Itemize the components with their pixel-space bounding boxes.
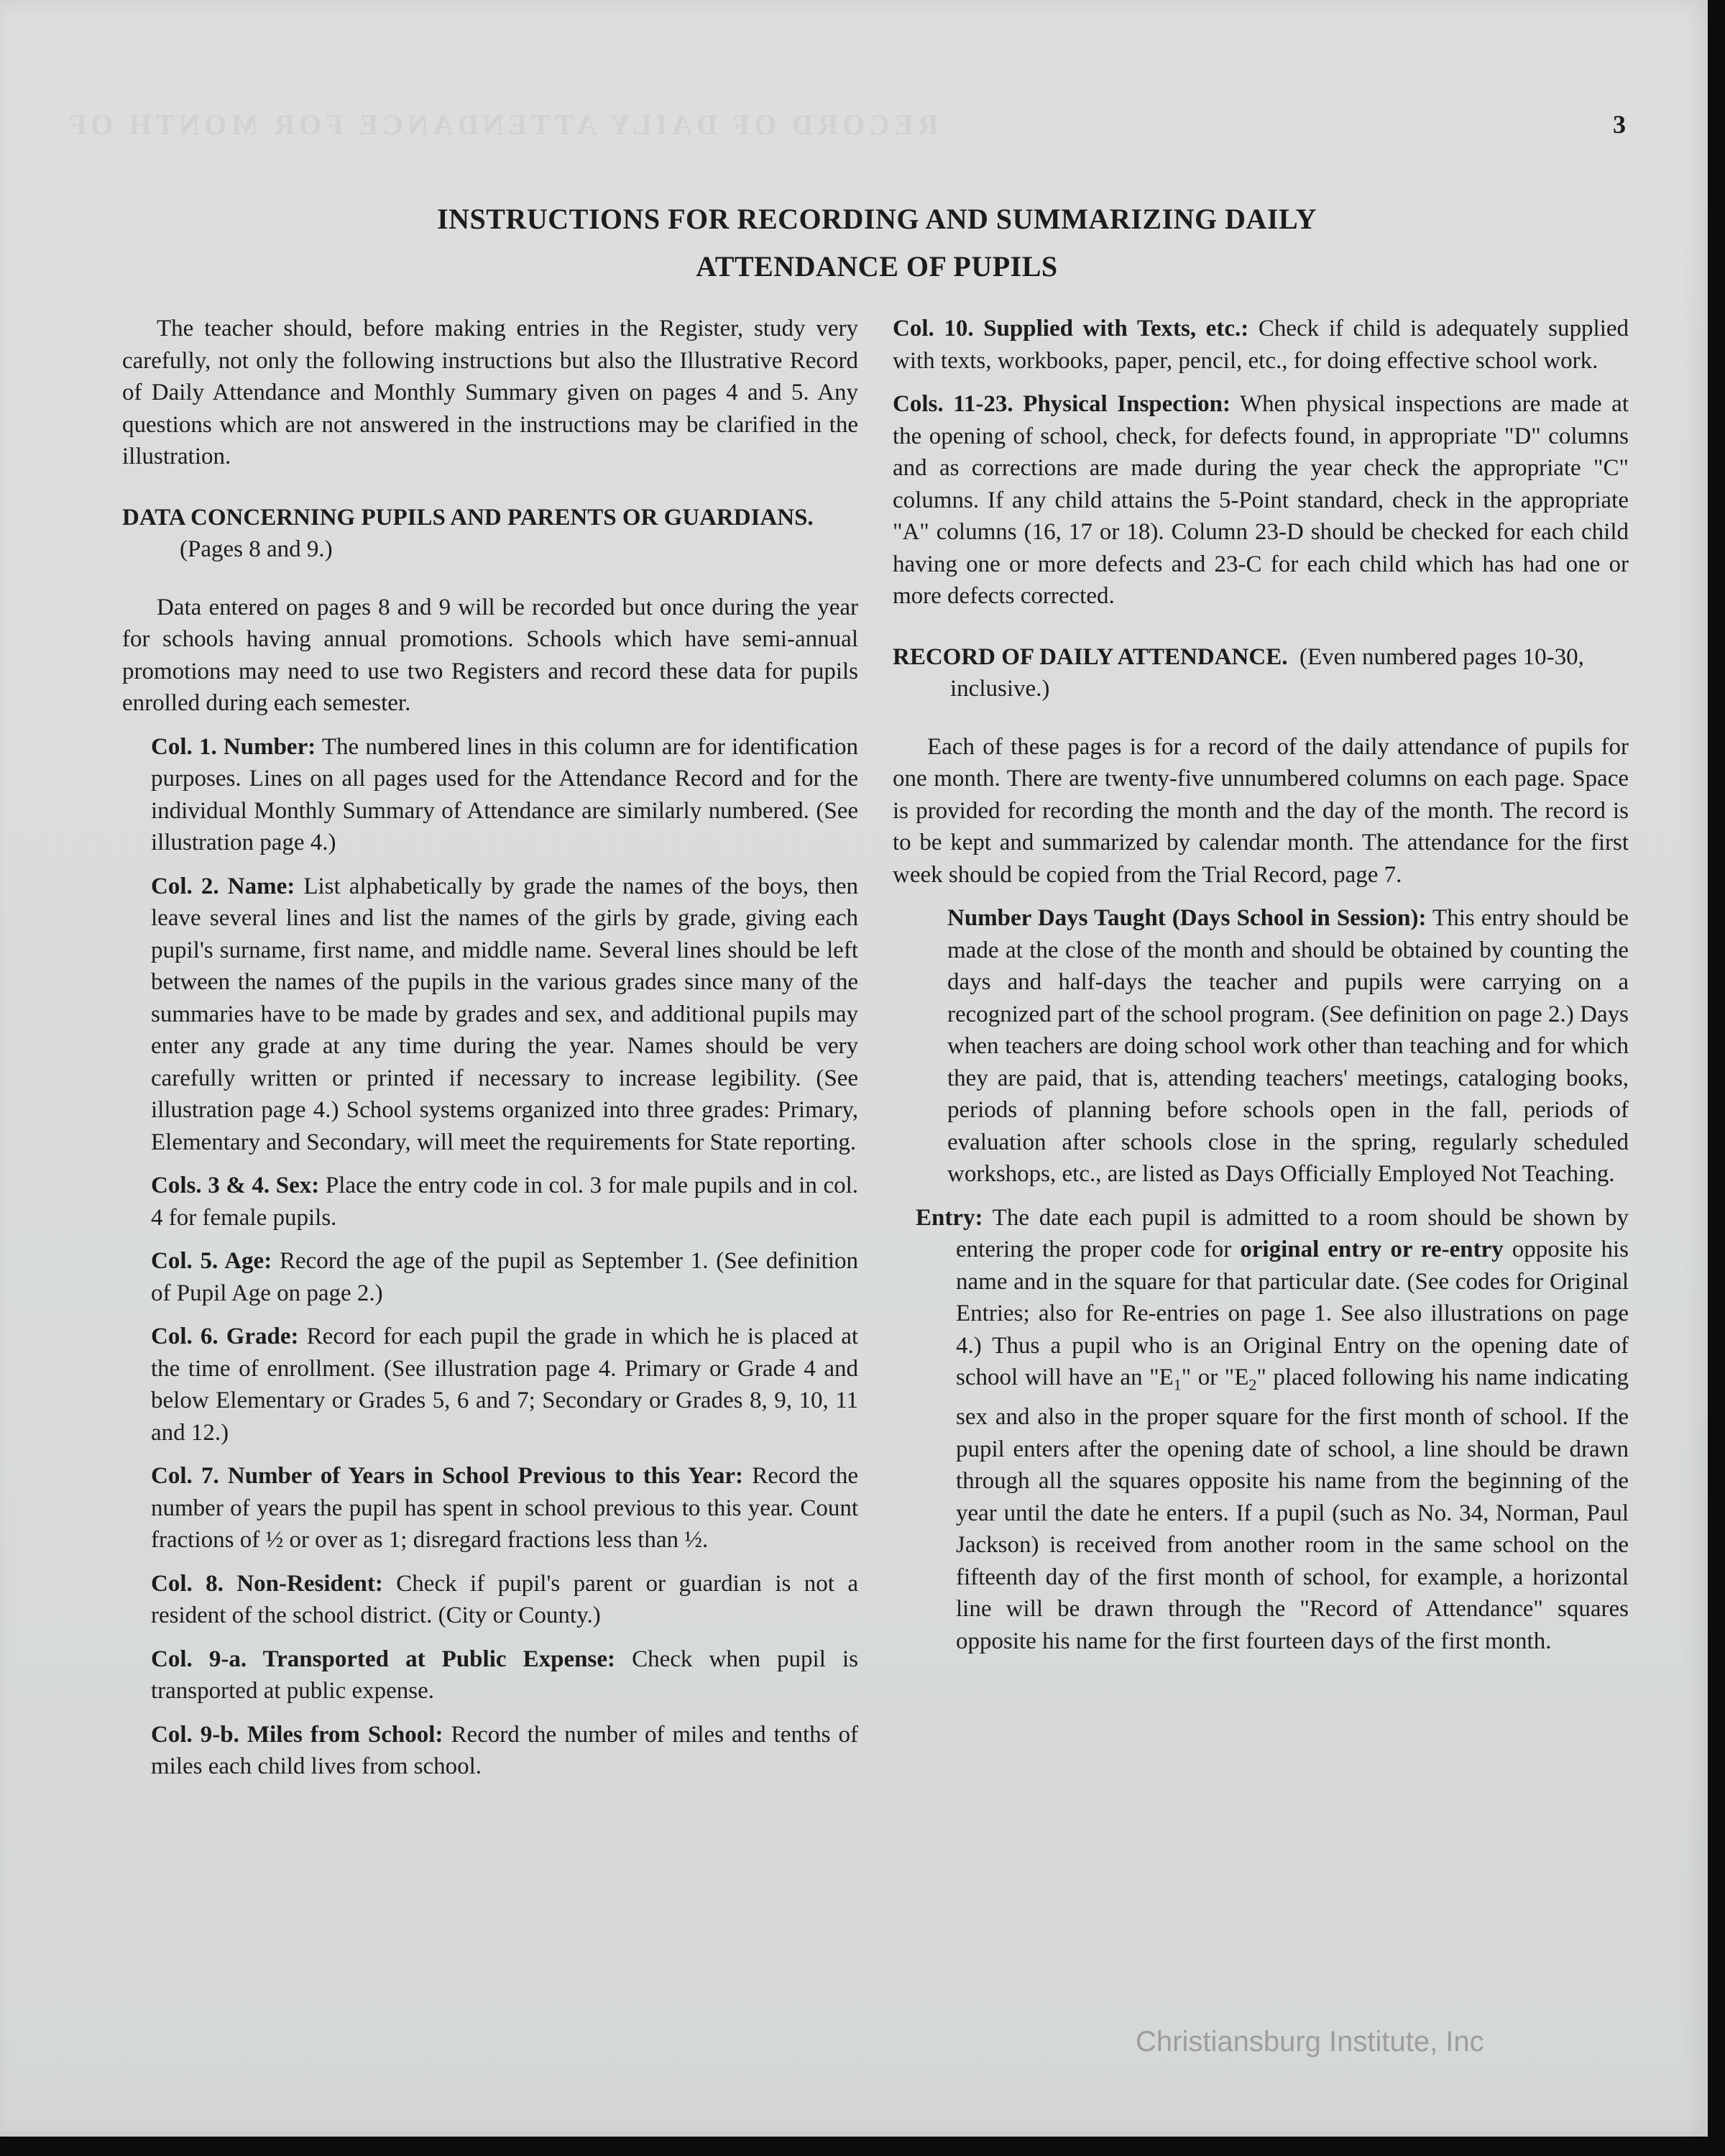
days-taught-text: This entry should be made at the close of the month and should be obtained by counting the days and half-days the teacher and pupils were carrying on a recognized part of the school program. (See definition on page 2.) Days when teachers are doing school work other than teaching and for which they are paid, that is, attending teachers' meetings, cataloging books, periods of planning before schools open in the fall, periods of evaluation after schools close in the spring, regularly scheduled workshops, etc., are listed as Days Officially Employed Not Teaching. — [947, 905, 1629, 1187]
col-5-entry — [122, 1245, 858, 1309]
col-2-entry — [122, 871, 858, 1159]
entry-bold-text: original entry or re-entry — [1240, 1237, 1504, 1262]
section-heading-attendance — [893, 641, 1629, 705]
col-6-label: Col. 6. Grade: — [151, 1324, 299, 1349]
entry-text-2: opposite his name and in the square for that particular date. (See codes for Original Entries; also for Re-entries on page 1. See also illustrations on page 4.) Thus a pupil who is an Original Entry on the opening date of school will have an "E — [956, 1237, 1629, 1390]
col-9b-label: Col. 9-b. Miles from School: — [151, 1721, 443, 1748]
intro-paragraph: The teacher should, before making entries in the Register, study very carefully, not only the following instructions but also the Illustrative Record of Daily Attendance and Monthly Summary given on pages 4 and 5. Any questions which are not answered in the instructions may be clarified in the illustration. — [122, 316, 858, 469]
section-pages: (Pages 8 and 9.) — [180, 536, 333, 562]
col-8-entry — [122, 1568, 858, 1632]
col-7-entry — [122, 1460, 858, 1556]
section-body: Each of these pages is for a record of the daily attendance of pupils for one month. There are twenty-five unnumbered columns on each page. Space is provided for recording the month and the day of the month. The record is to be kept and summarized by calendar month. The attendance for the first week should be copied from the Trial Record, page 7. — [893, 733, 1629, 888]
col-2-label: Col. 2. Name: — [151, 873, 295, 899]
col-8-label: Col. 8. Non-Resident: — [151, 1570, 383, 1597]
entry-subscript-2: 2 — [1248, 1375, 1257, 1394]
section-heading-text: RECORD OF DAILY ATTENDANCE. — [893, 643, 1288, 670]
col-10-entry — [893, 313, 1629, 377]
col-3-4-label: Cols. 3 & 4. Sex: — [151, 1173, 320, 1198]
col-7-label: Col. 7. Number of Years in School Previous to this Year: — [151, 1463, 744, 1489]
watermark-text: Christiansburg Institute, Inc — [1136, 2026, 1484, 2058]
col-11-23-label: Cols. 11-23. Physical Inspection: — [893, 391, 1230, 417]
days-taught-label: Number Days Taught (Days School in Session): — [947, 905, 1427, 931]
col-10-text: Check if child is adequately supplied with texts, workbooks, paper, pencil, etc., for doing effective school work. — [893, 316, 1629, 374]
col-6-text: Record for each pupil the grade in which he is placed at the time of enrollment. (See illustration page 4. Primary or Grade 4 and below Elementary or Grades 5, 6 and 7; Secondary or Grades 8, 9, 10, 11 and 12.) — [151, 1324, 859, 1446]
col-10-label: Col. 10. Supplied with Texts, etc.: — [893, 316, 1249, 341]
entry-label: Entry: — [916, 1204, 983, 1231]
section-body: Data entered on pages 8 and 9 will be recorded but once during the year for schools having annual promotions. Schools which have semi-annual promotions may need to use two Registers and record these data for pupils enrolled during each semester. — [122, 594, 858, 716]
col-7-text: Record the number of years the pupil has spent in school previous to this year. Count fractions of ½ or over as 1; disregard fractions less than ½. — [151, 1463, 858, 1553]
col-1-entry — [122, 731, 858, 859]
left-column — [122, 313, 858, 1794]
col-11-23-entry — [893, 388, 1629, 613]
entry-text-4: " placed following his name indicating sex and also in the proper square for the first month of school. If the pupil enters after the opening date of school, a line should be drawn through all the squares opposite his name from the beginning of the year until the date he enters. If a pupil (such as No. 34, Norman, Paul Jackson) is received from another room in the same school on the fifteenth day of the first month of school, for example, a horizontal line will be drawn through the "Record of Attendance" squares opposite his name for the first fourteen days of the first month. — [956, 1364, 1629, 1654]
entry-text-1: The date each pupil is admitted to a room should be shown by entering the proper code for — [956, 1204, 1629, 1262]
title-line-2: ATTENDANCE OF PUPILS — [696, 250, 1058, 283]
title-line-1: INSTRUCTIONS FOR RECORDING AND SUMMARIZING DAILY — [437, 203, 1317, 235]
col-9a-entry — [122, 1643, 858, 1707]
days-taught-entry — [893, 902, 1629, 1191]
col-1-text: The numbered lines in this column are for identification purposes. Lines on all pages used for the Attendance Record and for the individual Monthly Summary of Attendance are similarly numbered. (See illustration page 4.) — [151, 733, 858, 855]
col-11-23-text: When physical inspections are made at the opening of school, check, for defects found, in appropriate "D" columns and as corrections are made during the year check the appropriate "C" columns. If any child attains the 5-Point standard, check in the appropriate "A" columns (16, 17 or 18). Column 23-D should be checked for each child having one or more defects and 23-C for each child which has had one or more defects corrected. — [893, 391, 1629, 609]
col-6-entry — [122, 1321, 858, 1449]
page-number: 3 — [1613, 110, 1626, 139]
entry-entry — [916, 1202, 1629, 1658]
col-9a-text: Check when pupil is transported at public expense. — [151, 1646, 859, 1704]
col-5-label: Col. 5. Age: — [151, 1248, 272, 1274]
col-3-4-text: Place the entry code in col. 3 for male pupils and in col. 4 for female pupils. — [151, 1173, 859, 1231]
right-column — [893, 313, 1629, 1669]
col-9a-label: Col. 9-a. Transported at Public Expense: — [151, 1646, 615, 1672]
entry-text-3: " or "E — [1181, 1364, 1249, 1390]
col-9b-text: Record the number of miles and tenths of miles each child lives from school. — [151, 1721, 858, 1779]
section-heading-text: DATA CONCERNING PUPILS AND PARENTS OR GUARDIANS. — [122, 504, 814, 531]
entry-subscript-1: 1 — [1173, 1375, 1182, 1394]
bleed-through-text: RECORD OF DAILY ATTENDANCE FOR MONTH OF — [65, 109, 939, 141]
col-9b-entry — [122, 1719, 858, 1783]
page-title — [187, 196, 1567, 290]
col-5-text: Record the age of the pupil as September 1. (See definition of Pupil Age on page 2.) — [151, 1248, 858, 1306]
col-2-text: List alphabetically by grade the names of the boys, then leave several lines and list the names of the girls by grade, giving each pupil's surname, first name, and middle name. Several lines should be left between the names of the pupils in the various grades since many of the summaries have to be made by grades and sex, and additional pupils may enter any grade at any time during the year. Names should be very carefully written or printed if necessary to increase legibility. (See illustration page 4.) School systems organized into three grades: Primary, Elementary and Secondary, will meet the requirements for State reporting. — [151, 873, 858, 1155]
col-1-label: Col. 1. Number: — [151, 733, 316, 760]
section-heading-pupils — [122, 502, 858, 566]
section-pages: (Even numbered pages 10-30, inclusive.) — [950, 643, 1584, 702]
col-3-4-entry — [122, 1170, 858, 1234]
col-8-text: Check if pupil's parent or guardian is not a resident of the school district. (City or County.) — [151, 1570, 859, 1628]
